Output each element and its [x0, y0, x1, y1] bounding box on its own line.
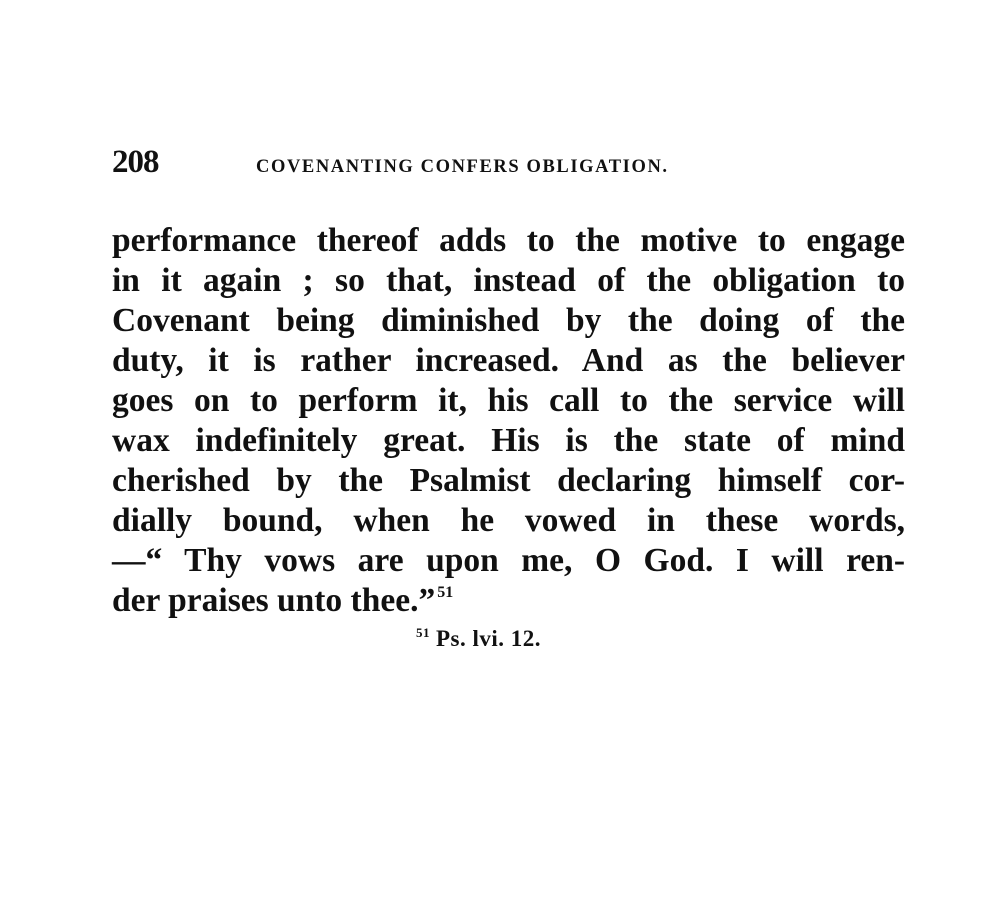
body-line: Covenant being diminished by the doing of the: [112, 302, 905, 339]
body-line: goes on to perform it, his call to the service will: [112, 382, 905, 419]
running-head: [112, 142, 912, 186]
body-line-last: [112, 581, 905, 621]
footnote: [416, 624, 541, 654]
footnote-reference: 51: [437, 584, 454, 601]
body-line: performance thereof adds to the motive to engage: [112, 222, 905, 259]
running-head-title: COVENANTING CONFERS OBLIGATION.: [256, 157, 669, 177]
body-line: dially bound, when he vowed in these words,: [112, 502, 905, 539]
footnote-text: Ps. lvi. 12.: [436, 626, 542, 651]
body-line: wax indefinitely great. His is the state of mind: [112, 422, 905, 459]
footnote-number: 51: [416, 625, 430, 640]
page-number: 208: [112, 144, 159, 180]
body-line: duty, it is rather increased. And as the believer: [112, 342, 905, 379]
body-paragraph: [112, 221, 905, 621]
body-line-text: der praises unto thee.”: [112, 582, 436, 619]
body-line: —“ Thy vows are upon me, O God. I will ren-: [112, 542, 905, 579]
body-line: cherished by the Psalmist declaring himself cor-: [112, 462, 905, 499]
body-line: in it again ; so that, instead of the obligation to: [112, 262, 905, 299]
